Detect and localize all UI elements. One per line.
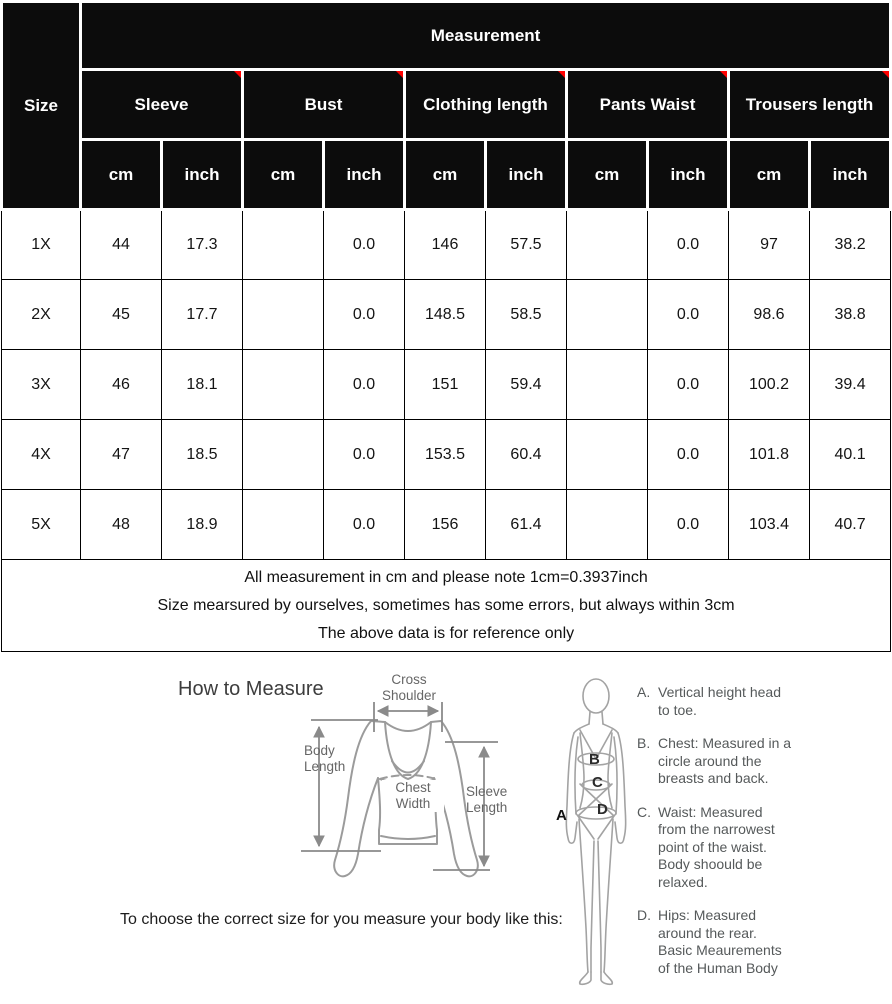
size-column-header: Size <box>2 2 81 210</box>
group-header-trousers-length: Trousers length <box>729 70 891 140</box>
size-value: 5X <box>2 490 81 560</box>
figure-marker-d: D <box>597 801 608 818</box>
table-row: 3X 46 18.1 0.0 151 59.4 0.0 100.2 39.4 <box>2 350 891 420</box>
note-line: All measurement in cm and please note 1cm=0.3937inch <box>244 568 648 586</box>
how-to-measure-title: How to Measure <box>178 678 324 700</box>
unit-header-cm: cm <box>81 140 162 210</box>
unit-header-inch: inch <box>486 140 567 210</box>
figure-marker-c: C <box>592 774 603 791</box>
sizing-instruction-text: To choose the correct size for you measure your body like this: <box>120 911 563 928</box>
annotation-d: D. Hips: Measured around the rear. Basic Meaurements of the Human Body <box>637 907 782 976</box>
table-row: 5X 48 18.9 0.0 156 61.4 0.0 103.4 40.7 <box>2 490 891 560</box>
size-value: 1X <box>2 210 81 280</box>
group-header-bust: Bust <box>243 70 405 140</box>
body-length-label: Body Length <box>304 743 346 774</box>
unit-header-cm: cm <box>729 140 810 210</box>
table-row: 1X 44 17.3 0.0 146 57.5 0.0 97 38.2 <box>2 210 891 280</box>
table-row: 4X 47 18.5 0.0 153.5 60.4 0.0 101.8 40.1 <box>2 420 891 490</box>
figure-marker-b: B <box>589 751 600 768</box>
notes-box <box>2 560 891 652</box>
unit-header-cm: cm <box>405 140 486 210</box>
unit-header-inch: inch <box>810 140 891 210</box>
note-line: Size mearsured by ourselves, sometimes has some errors, but always within 3cm <box>157 596 735 614</box>
group-header-sleeve: Sleeve <box>81 70 243 140</box>
size-value: 4X <box>2 420 81 490</box>
chest-width-label: Chest Width <box>382 780 444 812</box>
unit-header-cm: cm <box>567 140 648 210</box>
measurement-title: Measurement <box>81 2 891 70</box>
group-header-clothing-length: Clothing length <box>405 70 567 140</box>
unit-header-inch: inch <box>648 140 729 210</box>
group-header-pants-waist: Pants Waist <box>567 70 729 140</box>
unit-header-cm: cm <box>243 140 324 210</box>
comment-marker-icon <box>720 71 727 78</box>
size-value: 3X <box>2 350 81 420</box>
comment-marker-icon <box>396 71 403 78</box>
unit-header-inch: inch <box>324 140 405 210</box>
measure-annotations <box>637 684 857 993</box>
annotation-a: A. Vertical height head to toe. <box>637 684 781 718</box>
note-line: The above data is for reference only <box>317 624 575 642</box>
cross-shoulder-label: Cross Shoulder <box>381 672 437 703</box>
table-row: 2X 45 17.7 0.0 148.5 58.5 0.0 98.6 38.8 <box>2 280 891 350</box>
size-value: 2X <box>2 280 81 350</box>
sleeve-length-label: Sleeve Length <box>466 784 508 815</box>
comment-marker-icon <box>882 71 889 78</box>
comment-marker-icon <box>558 71 565 78</box>
annotation-b: B. Chest: Measured in a circle around the breasts and back. <box>637 735 792 786</box>
comment-marker-icon <box>234 71 241 78</box>
figure-marker-a: A <box>556 807 567 824</box>
unit-header-inch: inch <box>162 140 243 210</box>
annotation-c: C. Waist: Measured from the narrowest point of the waist. Body shoould be relaxed. <box>637 803 775 890</box>
